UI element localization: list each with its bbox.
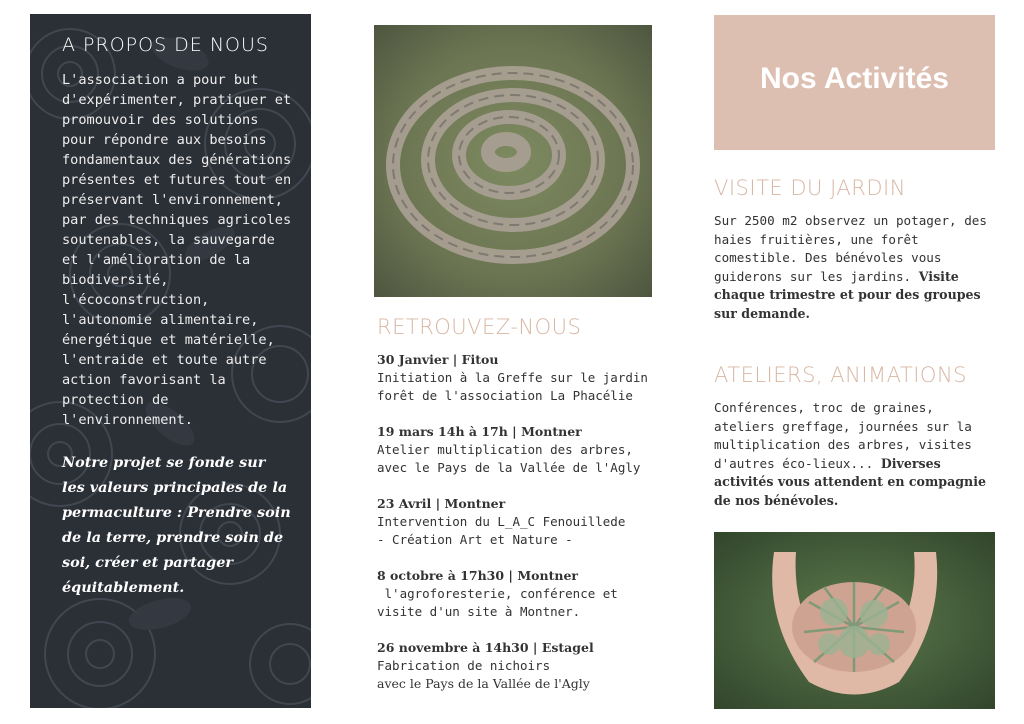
ateliers-bold-text: Diverses activités vous attendent en compagnie de nos bénévoles. bbox=[714, 455, 986, 508]
stone-spiral-photo bbox=[374, 25, 652, 297]
event-description: Atelier multiplication des arbres, bbox=[377, 442, 633, 457]
event-item bbox=[377, 495, 647, 549]
about-content bbox=[62, 34, 292, 600]
event-date: 8 octobre à 17h30 | Montner bbox=[377, 568, 578, 583]
event-description: - Création Art et Nature - bbox=[377, 532, 573, 547]
visite-title: VISITE DU JARDIN bbox=[714, 176, 906, 200]
ateliers-text: Conférences, troc de graines, ateliers greffage, journées sur la multiplication des arbres, visites d'autres éco-lieux... bbox=[714, 400, 972, 471]
hands-holding-pine-photo bbox=[714, 532, 995, 709]
activities-banner bbox=[714, 15, 995, 150]
events-list bbox=[377, 351, 647, 711]
event-item bbox=[377, 351, 647, 405]
activities-title: Nos Activités bbox=[760, 62, 949, 95]
event-description: visite d'un site à Montner. bbox=[377, 604, 581, 619]
event-description: l'agroforesterie, conférence et bbox=[377, 586, 618, 601]
event-item bbox=[377, 639, 647, 693]
event-date: 26 novembre à 14h30 | Estagel bbox=[377, 640, 594, 655]
about-panel bbox=[30, 14, 311, 708]
about-title: A PROPOS DE NOUS bbox=[62, 34, 269, 56]
visite-text: Sur 2500 m2 observez un potager, des haies fruitières, une forêt comestible. Des bénévoles vous guiderons sur les jardins. bbox=[714, 213, 987, 284]
visite-description bbox=[714, 212, 994, 323]
event-date: 30 Janvier | Fitou bbox=[377, 352, 499, 367]
event-date: 19 mars 14h à 17h | Montner bbox=[377, 424, 582, 439]
event-description: Initiation à la Greffe sur le jardin bbox=[377, 370, 648, 385]
event-description: avec le Pays de la Vallée de l'Agly bbox=[377, 676, 590, 691]
event-item bbox=[377, 567, 647, 621]
event-description: Fabrication de nichoirs bbox=[377, 658, 551, 673]
retrouvez-title: RETROUVEZ-NOUS bbox=[377, 315, 582, 339]
event-date: 23 Avril | Montner bbox=[377, 496, 506, 511]
project-statement: Notre projet se fonde sur les valeurs principales de la permaculture : Prendre soin de la terre, prendre soin de soi, créer et partager équitablement. bbox=[62, 454, 291, 596]
about-description: L'association a pour but d'expérimenter, pratiquer et promouvoir des solutions pour répondre aux besoins fondamentaux des générations présentes et futures tout en préservant l'environnement, par des techniques agricoles soutenables, la sauvegarde et l'amélioration de la biodiversité, l'écoconstruction, l'autonomie alimentaire, énergétique et matérielle, l'entraide et toute autre action favorisant la protection de l'environnement. bbox=[62, 72, 292, 428]
event-description: avec le Pays de la Vallée de l'Agly bbox=[377, 460, 641, 475]
ateliers-title: ATELIERS, ANIMATIONS bbox=[714, 363, 967, 387]
ateliers-description bbox=[714, 399, 994, 510]
visite-bold-text: Visite chaque trimestre et pour des groupes sur demande. bbox=[714, 268, 981, 321]
event-description: forêt de l'association La Phacélie bbox=[377, 388, 633, 403]
event-item bbox=[377, 423, 647, 477]
event-description: Intervention du L_A_C Fenouillede bbox=[377, 514, 626, 529]
